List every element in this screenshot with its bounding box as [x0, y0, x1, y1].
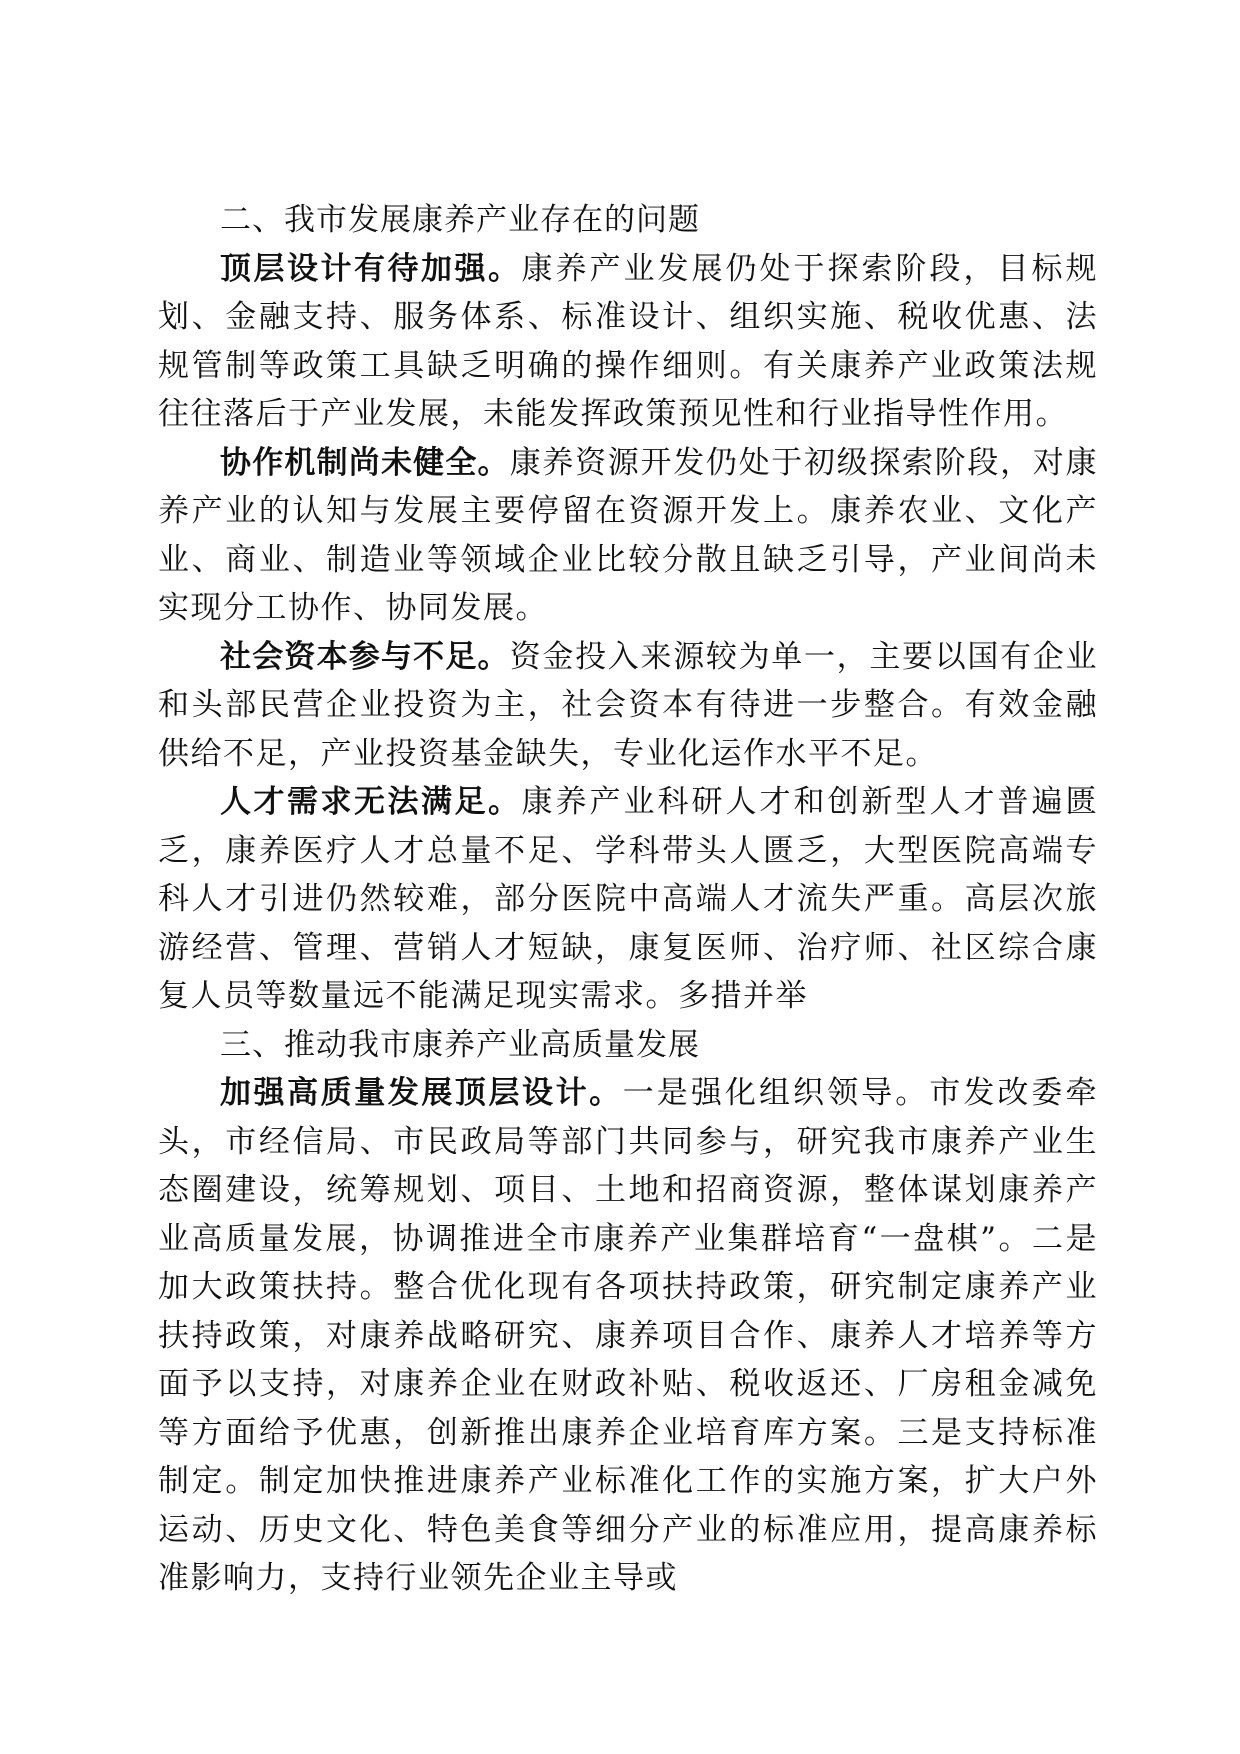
paragraph-strengthen-design — [158, 1069, 1098, 1603]
paragraph-lead: 协作机制尚未健全。 — [220, 444, 510, 481]
document-body — [158, 196, 1098, 1603]
paragraph-text: 康养产业发展仍处于探索阶段，目标规划、金融支持、服务体系、标准设计、组织实施、税收优惠、法规管制等政策工具缺乏明确的操作细则。有关康养产业政策法规往往落后于产业发展，未能发挥政策预见性和行业指导性作用。 — [158, 250, 1098, 432]
paragraph-text: 资金投入来源较为单一，主要以国有企业和头部民营企业投资为主，社会资本有待进一步整合。有效金融供给不足，产业投资基金缺失，专业化运作水平不足。 — [158, 638, 1099, 772]
paragraph-lead: 社会资本参与不足。 — [220, 638, 510, 675]
paragraph-social-capital — [158, 633, 1098, 779]
paragraph-lead: 顶层设计有待加强。 — [220, 250, 522, 287]
paragraph-text: 康养产业科研人才和创新型人才普遍匮乏，康养医疗人才总量不足、学科带头人匮乏，大型医院高端专科人才引进仍然较难，部分医院中高端人才流失严重。高层次旅游经营、管理、营销人才短缺，康复医师、治疗师、社区综合康复人员等数量远不能满足现实需求。多措并举 — [158, 784, 1098, 1014]
paragraph-lead: 加强高质量发展顶层设计。 — [220, 1075, 623, 1111]
paragraph-collaboration — [158, 439, 1098, 633]
paragraph-text: 一是强化组织领导。市发改委牵头，市经信局、市民政局等部门共同参与，研究我市康养产业生态圈建设，统筹规划、项目、土地和招商资源，整体谋划康养产业高质量发展，协调推进全市康养产业集群培育“一盘棋”。二是加大政策扶持。整合优化现有各项扶持政策，研究制定康养产业扶持政策，对康养战略研究、康养项目合作、康养人才培养等方面予以支持，对康养企业在财政补贴、税收返还、厂房租金减免等方面给予优惠，创新推出康养企业培育库方案。三是支持标准制定。制定加快推进康养产业标准化工作的实施方案，扩大户外运动、历史文化、特色美食等细分产业的标准应用，提高康养标准影响力，支持行业领先企业主导或 — [158, 1075, 1098, 1596]
paragraph-talent — [158, 778, 1098, 1021]
section-heading-development: 三、推动我市康养产业高质量发展 — [220, 1026, 700, 1063]
paragraph-top-level-design — [158, 245, 1098, 439]
paragraph-text: 康养资源开发仍处于初级探索阶段，对康养产业的认知与发展主要停留在资源开发上。康养农业、文化产业、商业、制造业等领域企业比较分散且缺乏引导，产业间尚未实现分工协作、协同发展。 — [158, 444, 1099, 626]
paragraph-lead: 人才需求无法满足。 — [220, 784, 522, 820]
section-heading-problems: 二、我市发展康养产业存在的问题 — [220, 202, 700, 238]
